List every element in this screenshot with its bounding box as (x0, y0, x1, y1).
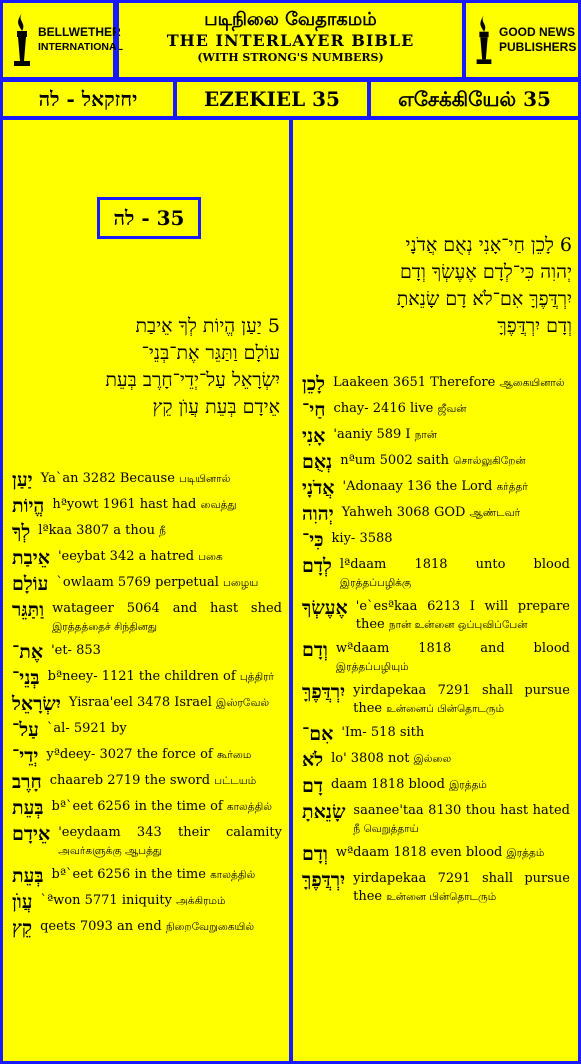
word-gloss (58, 824, 282, 860)
english-gloss: bª`eet 6256 in the time (51, 867, 206, 882)
word-gloss (341, 724, 570, 742)
right-logo-line1: GOOD NEWS (499, 25, 576, 39)
word-entry (12, 892, 282, 912)
hebrew-word: יִרְדֲּפֶךָּ (302, 681, 346, 703)
tamil-gloss: இஸ்ரவேல் (216, 697, 270, 709)
tamil-gloss: பட்டயம் (214, 775, 257, 787)
hebrew-word: עֲוֺן (12, 891, 33, 913)
hebrew-word: אֶעֶשְׂךָ (302, 597, 348, 619)
word-gloss (50, 772, 282, 790)
word-gloss (353, 802, 570, 838)
word-entry (12, 798, 282, 818)
english-gloss: Laakeen 3651 Therefore (333, 375, 496, 390)
word-gloss (58, 548, 282, 566)
word-entry (12, 824, 282, 860)
word-gloss (332, 530, 570, 548)
hebrew-word: קֵץ (12, 917, 33, 939)
hebrew-verse-line: וְדָם יִרְדֲּפֶךָּ (497, 315, 572, 337)
word-entry (302, 452, 570, 472)
word-gloss (51, 642, 282, 660)
torch-icon (472, 11, 496, 69)
hebrew-word: יְהוִה (302, 503, 334, 525)
book-name-english (174, 79, 370, 119)
hebrew-word: אֲדֹנָי (302, 477, 335, 499)
word-entry (302, 426, 570, 446)
english-gloss: Yisraa'eel 3478 Israel (68, 695, 212, 710)
hebrew-word: בְּעֵת (12, 797, 44, 819)
english-gloss: 'aaniy 589 I (333, 427, 411, 442)
word-gloss (333, 426, 570, 444)
hebrew-word: אֶת־ (12, 641, 44, 663)
chapter-label: 35 - לה (113, 206, 185, 230)
tamil-gloss: ஜீவன் (437, 403, 467, 415)
hebrew-word: אֵיבַת (12, 547, 50, 569)
tamil-gloss: புத்திரர் (239, 671, 275, 683)
word-entry (12, 720, 282, 740)
tamil-gloss: கூர்மை (216, 749, 252, 761)
english-gloss: yªdeey- 3027 the force of (46, 747, 213, 762)
tamil-gloss: இல்லை (413, 753, 452, 765)
hebrew-word: אָנִי (302, 425, 326, 447)
hebrew-word: וַתַּגֵּר (12, 599, 45, 621)
word-gloss (340, 452, 570, 470)
tamil-gloss: காலத்தில் (226, 801, 272, 813)
verse-6-hebrew (300, 232, 572, 340)
english-gloss: 'et- 853 (51, 643, 101, 658)
word-entry (302, 750, 570, 770)
hebrew-word: הֱיוֹת (12, 495, 45, 517)
word-gloss (52, 496, 282, 514)
hebrew-verse-line: עוֹלָם וַתַּגֵּר אֶת־בְּנֵי־ (141, 342, 280, 364)
book-hebrew-label: יחזקאל - לה (38, 87, 138, 111)
bellwether-logo (9, 11, 123, 69)
hebrew-word: אֵידָם (12, 823, 51, 845)
english-gloss: `ªwon 5771 iniquity (40, 893, 172, 908)
word-gloss (52, 600, 282, 636)
verse-5-word-list (12, 470, 282, 944)
word-gloss (331, 750, 570, 768)
english-gloss: `al- 5921 by (46, 721, 127, 736)
hebrew-word: וְדָם (302, 843, 328, 865)
hebrew-word: בְּעֵת (12, 865, 44, 887)
word-entry (302, 374, 570, 394)
title-panel (116, 0, 465, 80)
english-gloss: 'eeybat 342 a hatred (57, 549, 195, 564)
word-entry (12, 866, 282, 886)
word-entry (302, 724, 570, 744)
tamil-gloss: ஆகையினால் (499, 377, 565, 389)
word-gloss (46, 746, 282, 764)
english-gloss: lªkaa 3807 a thou (38, 523, 155, 538)
hebrew-verse-line: אֵידָם בְּעֵת עֲוֺן קֵץ (152, 396, 280, 418)
hebrew-word: לְךָ (12, 521, 31, 543)
hebrew-verse-line: 5 יַעַן הֱיוֹת לְךָ אֵיבַת (135, 315, 280, 337)
word-entry (302, 776, 570, 796)
english-gloss: 'Adonaay 136 the Lord (342, 479, 493, 494)
torch-icon (9, 11, 35, 69)
chapter-box (97, 197, 201, 239)
tamil-gloss: ஆண்டவர் (469, 507, 521, 519)
hebrew-word: חַי־ (302, 399, 326, 421)
tamil-gloss: காலத்தில் (210, 869, 256, 881)
hebrew-word: וְדָם (302, 639, 328, 661)
title-english: THE INTERLAYER BIBLE (166, 31, 415, 50)
word-entry (302, 478, 570, 498)
tamil-gloss: இரத்தம் (449, 779, 487, 791)
word-entry (12, 668, 282, 688)
word-gloss (69, 694, 282, 712)
english-gloss: yirdapekaa 7291 shall pursue thee (353, 683, 570, 716)
verse-5-hebrew (8, 313, 280, 421)
tamil-gloss: நீ வெறுத்தாய் (353, 823, 419, 835)
english-gloss: Ya`an 3282 Because (40, 471, 175, 486)
english-gloss: lo' 3808 not (331, 751, 410, 766)
word-gloss (342, 504, 570, 522)
tamil-gloss: இரத்தப்பழியும் (335, 661, 409, 673)
tamil-gloss: நீ (159, 525, 166, 537)
word-entry (12, 522, 282, 542)
hebrew-word: עוֹלָם (12, 573, 49, 595)
word-gloss (356, 598, 570, 634)
book-name-tamil (368, 79, 581, 119)
hebrew-verse-line: יִרְדֲּפֶךָּ אִם־לֹא דָם שָׂנֵאתָ (396, 288, 572, 310)
word-gloss (48, 668, 282, 686)
left-logo-line2: INTERNATIONAL (38, 41, 123, 53)
hebrew-word: שָׂנֵאתָ (302, 801, 346, 823)
tamil-gloss: இரத்தத்தைச் சிந்தினது (52, 621, 157, 633)
book-tamil-label: எசேக்கியேல் 35 (398, 87, 551, 111)
left-logo-line1: BELLWETHER (38, 25, 121, 39)
hebrew-verse-line: 6 לָכֵן חַי־אָנִי נְאֻם אֲדֹנָי (405, 234, 572, 256)
english-gloss: wªdaam 1818 even blood (335, 845, 503, 860)
book-name-hebrew (0, 79, 176, 119)
tamil-gloss: வைத்து (200, 499, 237, 511)
word-gloss (41, 470, 282, 488)
word-entry (302, 682, 570, 718)
english-gloss: bª`eet 6256 in the time of (51, 799, 223, 814)
hebrew-word: דָם (302, 775, 323, 797)
tamil-gloss: பகை (198, 551, 223, 563)
english-gloss: 'eeydaam 343 their calamity (58, 825, 282, 840)
word-entry (12, 694, 282, 714)
word-entry (12, 496, 282, 516)
tamil-gloss: நிறைவேறுகையில் (165, 921, 255, 933)
tamil-gloss: அக்கிரமம் (176, 895, 226, 907)
english-gloss: chay- 2416 live (333, 401, 434, 416)
word-entry (302, 504, 570, 524)
english-gloss: wªdaam 1818 and blood (335, 641, 570, 656)
word-gloss (336, 640, 570, 676)
tamil-gloss: சொல்லுகிறேன் (453, 455, 526, 467)
word-entry (12, 600, 282, 636)
english-gloss: yirdapekaa 7291 shall pursue thee (353, 871, 570, 904)
word-gloss (40, 918, 282, 936)
hebrew-word: לָכֵן (302, 373, 326, 395)
english-gloss: nªum 5002 saith (340, 453, 450, 468)
left-logo-panel (0, 0, 123, 80)
english-gloss: qeets 7093 an end (40, 919, 162, 934)
hebrew-word: בְּנֵי־ (12, 667, 40, 689)
tamil-gloss: அவர்களுக்கு ஆபத்து (58, 845, 163, 857)
tamil-gloss: உன்னை பின்தொடரும் (386, 891, 497, 903)
title-subtitle: (WITH STRONG'S NUMBERS) (197, 51, 384, 64)
word-entry (302, 598, 570, 634)
english-gloss: 'Im- 518 sith (341, 725, 425, 740)
title-tamil: படிநிலை வேதாகமம் (204, 9, 377, 30)
word-gloss (47, 720, 282, 738)
word-entry (302, 802, 570, 838)
tamil-gloss: பழைய (223, 577, 259, 589)
word-entry (302, 400, 570, 420)
word-entry (12, 574, 282, 594)
word-gloss (336, 844, 570, 862)
word-entry (302, 530, 570, 550)
hebrew-word: אִם־ (302, 723, 334, 745)
word-gloss (353, 682, 570, 718)
tamil-gloss: இரத்தப்பழிக்கு (339, 577, 412, 589)
tamil-gloss: இரத்தம் (506, 847, 545, 859)
word-gloss (343, 478, 571, 496)
word-entry (12, 918, 282, 938)
english-gloss: hªyowt 1961 hast had (52, 497, 197, 512)
word-gloss (340, 556, 570, 592)
word-gloss (40, 892, 282, 910)
english-gloss: daam 1818 blood (331, 777, 445, 792)
english-gloss: `owlaam 5769 perpetual (56, 575, 219, 590)
word-entry (12, 746, 282, 766)
word-gloss (333, 374, 570, 392)
hebrew-word: חָרֶב (12, 771, 42, 793)
hebrew-word: עַל־ (12, 719, 39, 741)
word-entry (12, 642, 282, 662)
word-gloss (331, 776, 570, 794)
hebrew-word: לְדָם (302, 555, 332, 577)
word-entry (302, 870, 570, 906)
tamil-gloss: நான் (414, 429, 438, 441)
tamil-gloss: உன்னைப் பின்தொடரும் (386, 703, 505, 715)
word-entry (302, 556, 570, 592)
word-entry (302, 844, 570, 864)
right-logo-line2: PUBLISHERS (499, 40, 577, 54)
english-gloss: chaareb 2719 the sword (49, 773, 211, 788)
tamil-gloss: படியினால் (179, 473, 231, 485)
tamil-gloss: நான் உன்னை ஒப்புவிப்பேன் (388, 619, 528, 631)
word-gloss (52, 798, 283, 816)
hebrew-word: יַעַן (12, 469, 33, 491)
hebrew-word: לֹא (302, 749, 324, 771)
english-gloss: lªdaam 1818 unto blood (339, 557, 570, 572)
word-gloss (38, 522, 282, 540)
hebrew-word: יִרְדֲּפֶךָּ (302, 869, 346, 891)
right-logo-panel (463, 0, 581, 80)
word-gloss (52, 866, 283, 884)
good-news-logo (472, 11, 576, 69)
english-gloss: Yahweh 3068 GOD (341, 505, 466, 520)
word-gloss (353, 870, 570, 906)
word-gloss (334, 400, 571, 418)
word-entry (302, 640, 570, 676)
english-gloss: kiy- 3588 (331, 531, 393, 546)
word-entry (12, 470, 282, 490)
english-gloss: 'e`esªkaa 6213 I will prepare thee (355, 599, 570, 632)
hebrew-word: יִשְׂרָאֵל (12, 693, 61, 715)
english-gloss: saanee'taa 8130 thou hast hated (353, 803, 570, 818)
word-entry (12, 548, 282, 568)
word-gloss (56, 574, 282, 592)
hebrew-word: נְאֻם (302, 451, 333, 473)
book-english-label: EZEKIEL 35 (204, 87, 340, 111)
hebrew-verse-line: יִשְׂרָאֵל עַל־יְדֵי־חָרֶב בְּעֵת (105, 369, 280, 391)
tamil-gloss: கர்த்தர் (496, 481, 528, 493)
english-gloss: bªneey- 1121 the children of (47, 669, 236, 684)
english-gloss: watageer 5064 and hast shed (52, 601, 282, 616)
verse-6-word-list (302, 374, 570, 912)
hebrew-word: כִּי־ (302, 529, 324, 551)
hebrew-word: יְדֵי־ (12, 745, 39, 767)
hebrew-verse-line: יְהוִה כִּי־לְדָם אֶעֶשְׂךָ וְדָם (399, 261, 572, 283)
word-entry (12, 772, 282, 792)
